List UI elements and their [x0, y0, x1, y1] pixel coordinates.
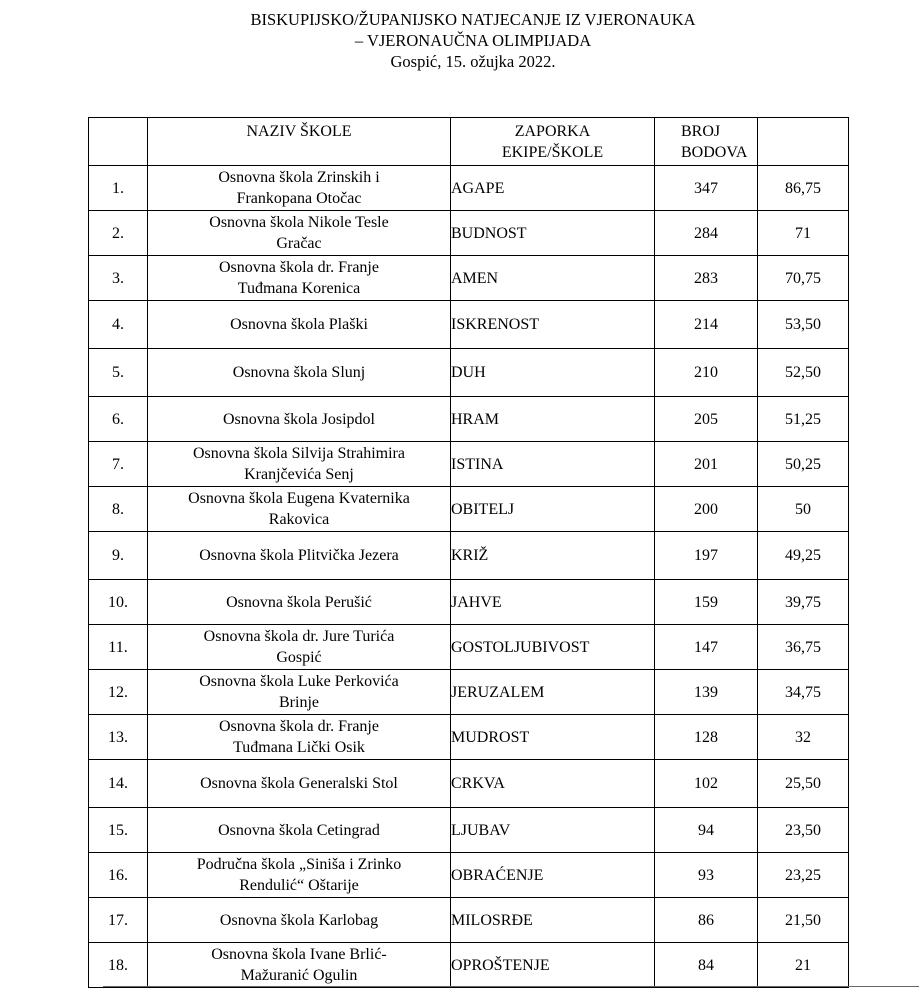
team-code-cell: OPROŠTENJE — [451, 943, 655, 988]
rank-cell: 12. — [89, 670, 148, 715]
table-row — [89, 442, 849, 487]
school-name-line1: Osnovna škola Karlobag — [219, 911, 379, 929]
table-row — [89, 670, 849, 715]
rank-cell: 2. — [89, 211, 148, 256]
table-row — [89, 487, 849, 532]
team-code-cell: HRAM — [451, 397, 655, 442]
rank-cell: 8. — [89, 487, 148, 532]
school-name-line2: Rendulić“ Oštarije — [239, 877, 359, 894]
school-name-line1: Osnovna škola Luke Perkovića — [199, 673, 399, 690]
rank-cell: 3. — [89, 256, 148, 301]
school-name-line1: Osnovna škola dr. Franje — [219, 259, 379, 276]
school-name-line1: Područna škola „Siniša i Zrinko — [196, 856, 402, 873]
header-team-code-line1: ZAPORKA — [514, 123, 591, 140]
team-code-cell: CRKVA — [451, 760, 655, 808]
table-row — [89, 760, 849, 808]
school-name-cell — [148, 442, 451, 487]
school-name-cell — [148, 670, 451, 715]
table-row — [89, 166, 849, 211]
team-code-cell: MUDROST — [451, 715, 655, 760]
score-cell: 21 — [758, 943, 849, 988]
points-cell: 205 — [655, 397, 758, 442]
points-cell: 347 — [655, 166, 758, 211]
table-row — [89, 532, 849, 580]
school-name-cell — [148, 760, 451, 808]
points-cell: 94 — [655, 808, 758, 853]
school-name-cell — [148, 625, 451, 670]
school-name-line2: Mažuranić Ogulin — [240, 967, 358, 984]
school-name-cell — [148, 532, 451, 580]
table-row — [89, 580, 849, 625]
points-cell: 201 — [655, 442, 758, 487]
table-header-row — [89, 118, 849, 166]
page-bottom-divider — [103, 986, 919, 987]
score-cell: 50,25 — [758, 442, 849, 487]
team-code-cell: MILOSRĐE — [451, 898, 655, 943]
school-name-line1: Osnovna škola Slunj — [232, 364, 366, 381]
rank-cell: 5. — [89, 349, 148, 397]
school-name-cell — [148, 898, 451, 943]
school-name-cell — [148, 397, 451, 442]
score-cell: 25,50 — [758, 760, 849, 808]
points-cell: 159 — [655, 580, 758, 625]
team-code-cell: ISTINA — [451, 442, 655, 487]
school-name-line1: Osnovna škola Josipdol — [223, 410, 375, 428]
points-cell: 284 — [655, 211, 758, 256]
points-cell: 200 — [655, 487, 758, 532]
rank-cell: 4. — [89, 301, 148, 349]
school-name-cell — [148, 211, 451, 256]
document-header — [0, 9, 919, 72]
header-points-line2: BODOVA — [681, 144, 748, 161]
school-name-line1: Osnovna škola Nikole Tesle — [209, 214, 389, 231]
table-row — [89, 301, 849, 349]
table-row — [89, 625, 849, 670]
team-code-cell: GOSTOLJUBIVOST — [451, 625, 655, 670]
table-row — [89, 898, 849, 943]
rank-cell: 18. — [89, 943, 148, 988]
rank-cell: 10. — [89, 580, 148, 625]
team-code-cell: OBRAĆENJE — [451, 853, 655, 898]
school-name-cell — [148, 580, 451, 625]
points-cell: 102 — [655, 760, 758, 808]
school-name-cell — [148, 166, 451, 211]
school-name-line1: Osnovna škola Plitvička Jezera — [199, 547, 399, 564]
rank-cell: 14. — [89, 760, 148, 808]
rank-cell: 7. — [89, 442, 148, 487]
score-cell: 49,25 — [758, 532, 849, 580]
points-cell: 283 — [655, 256, 758, 301]
table-row — [89, 943, 849, 988]
team-code-cell: BUDNOST — [451, 211, 655, 256]
points-cell: 210 — [655, 349, 758, 397]
school-name-line1: Osnovna škola Zrinskih i — [218, 169, 380, 186]
score-cell: 34,75 — [758, 670, 849, 715]
school-name-line2: Rakovica — [268, 511, 330, 528]
table-row — [89, 256, 849, 301]
rank-cell: 13. — [89, 715, 148, 760]
points-cell: 139 — [655, 670, 758, 715]
score-cell: 53,50 — [758, 301, 849, 349]
points-cell: 84 — [655, 943, 758, 988]
rank-cell: 15. — [89, 808, 148, 853]
header-school-name: NAZIV ŠKOLE — [148, 118, 451, 166]
school-name-cell — [148, 943, 451, 988]
team-code-cell: AGAPE — [451, 166, 655, 211]
competition-title: BISKUPIJSKO/ŽUPANIJSKO NATJECANJE IZ VJERONAUKA — [250, 10, 696, 29]
points-cell: 197 — [655, 532, 758, 580]
score-cell: 70,75 — [758, 256, 849, 301]
school-name-line1: Osnovna škola dr. Franje — [219, 718, 379, 735]
rank-cell: 9. — [89, 532, 148, 580]
header-points-line1: BROJ — [681, 123, 721, 140]
school-name-cell — [148, 349, 451, 397]
header-score — [758, 118, 849, 166]
school-name-cell — [148, 487, 451, 532]
school-name-line2: Frankopana Otočac — [236, 190, 362, 207]
competition-subtitle: – VJERONAUČNA OLIMPIJADA — [354, 31, 592, 50]
points-cell: 128 — [655, 715, 758, 760]
score-cell: 71 — [758, 211, 849, 256]
score-cell: 21,50 — [758, 898, 849, 943]
school-name-line1: Osnovna škola Cetingrad — [218, 821, 380, 839]
school-name-line2: Tuđmana Korenica — [237, 280, 361, 297]
team-code-cell: JERUZALEM — [451, 670, 655, 715]
results-table — [88, 117, 849, 988]
school-name-cell — [148, 853, 451, 898]
school-name-cell — [148, 301, 451, 349]
school-name-line2: Gospić — [276, 649, 322, 666]
score-cell: 23,50 — [758, 808, 849, 853]
team-code-cell: ISKRENOST — [451, 301, 655, 349]
team-code-cell: LJUBAV — [451, 808, 655, 853]
team-code-cell: JAHVE — [451, 580, 655, 625]
score-cell: 50 — [758, 487, 849, 532]
points-cell: 86 — [655, 898, 758, 943]
school-name-line2: Kranjčevića Senj — [244, 466, 354, 483]
score-cell: 51,25 — [758, 397, 849, 442]
school-name-cell — [148, 715, 451, 760]
school-name-line1: Osnovna škola Ivane Brlić- — [211, 946, 387, 963]
score-cell: 23,25 — [758, 853, 849, 898]
school-name-line1: Osnovna škola dr. Jure Turića — [203, 628, 395, 645]
table-row — [89, 715, 849, 760]
team-code-cell: KRIŽ — [451, 532, 655, 580]
school-name-line1: Osnovna škola Generalski Stol — [200, 775, 398, 792]
score-cell: 39,75 — [758, 580, 849, 625]
school-name-line2: Brinje — [279, 694, 319, 711]
school-name-line1: Osnovna škola Plaški — [230, 316, 368, 333]
table-row — [89, 853, 849, 898]
rank-cell: 17. — [89, 898, 148, 943]
team-code-cell: DUH — [451, 349, 655, 397]
table-row — [89, 397, 849, 442]
score-cell: 52,50 — [758, 349, 849, 397]
rank-cell: 16. — [89, 853, 148, 898]
header-team-code-line2: EKIPE/ŠKOLE — [501, 144, 604, 161]
school-name-line2: Tuđmana Lički Osik — [233, 739, 365, 756]
score-cell: 86,75 — [758, 166, 849, 211]
points-cell: 214 — [655, 301, 758, 349]
rank-cell: 11. — [89, 625, 148, 670]
rank-cell: 1. — [89, 166, 148, 211]
place-and-date: Gospić, 15. ožujka 2022. — [390, 52, 556, 71]
table-row — [89, 211, 849, 256]
points-cell: 93 — [655, 853, 758, 898]
school-name-line1: Osnovna škola Silvija Strahimira — [193, 445, 405, 462]
points-cell: 147 — [655, 625, 758, 670]
team-code-cell: AMEN — [451, 256, 655, 301]
school-name-line1: Osnovna škola Eugena Kvaternika — [188, 490, 410, 507]
school-name-cell — [148, 808, 451, 853]
team-code-cell: OBITELJ — [451, 487, 655, 532]
score-cell: 36,75 — [758, 625, 849, 670]
header-team-code — [451, 118, 655, 166]
rank-cell: 6. — [89, 397, 148, 442]
school-name-cell — [148, 256, 451, 301]
header-points — [655, 118, 758, 166]
header-rank — [89, 118, 148, 166]
table-row — [89, 349, 849, 397]
score-cell: 32 — [758, 715, 849, 760]
school-name-line2: Gračac — [276, 235, 322, 252]
school-name-line1: Osnovna škola Perušić — [226, 593, 372, 611]
table-body — [89, 166, 849, 988]
table-row — [89, 808, 849, 853]
